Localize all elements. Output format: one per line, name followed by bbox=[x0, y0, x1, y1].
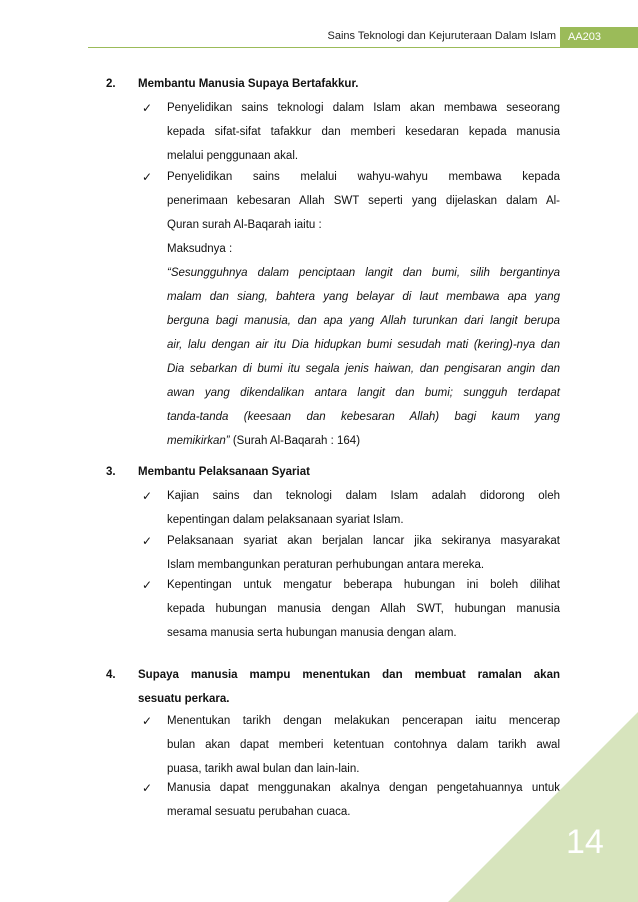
text-line: Kepentingan untuk mengatur beberapa hubungan ini boleh dilihat bbox=[167, 579, 560, 591]
quote-line: malam dan siang, bahtera yang belayar di laut membawa apa yang bbox=[167, 291, 560, 303]
page-number: 14 bbox=[566, 823, 604, 861]
section-title-line: sesuatu perkara. bbox=[138, 693, 230, 705]
section-title-line: Supaya manusia mampu menentukan dan membuat ramalan akan bbox=[138, 669, 560, 681]
check-icon: ✓ bbox=[142, 489, 153, 503]
quote-line: Dia sebarkan di bumi itu segala jenis haiwan, dan pengisaran angin dan bbox=[167, 363, 560, 375]
quote-line: “Sesungguhnya dalam penciptaan langit dan bumi, silih bergantinya bbox=[167, 267, 560, 279]
text-line: Islam membangunkan peraturan perhubungan antara mereka. bbox=[167, 559, 485, 571]
text-line: kepentingan dalam pelaksanaan syariat Islam. bbox=[167, 514, 404, 526]
text-line: puasa, tarikh awal bulan dan lain-lain. bbox=[167, 763, 360, 775]
text-line: Penyelidikan sains teknologi dalam Islam akan membawa seseorang bbox=[167, 102, 560, 114]
section-number: 4. bbox=[106, 669, 116, 681]
check-icon: ✓ bbox=[142, 534, 153, 548]
section-title: Membantu Manusia Supaya Bertafakkur. bbox=[138, 78, 359, 90]
header-title: Sains Teknologi dan Kejuruteraan Dalam Islam bbox=[327, 30, 556, 42]
bullet-paragraph bbox=[167, 573, 560, 645]
section-title bbox=[138, 663, 560, 711]
bullet-paragraph bbox=[167, 96, 560, 168]
maksud-label: Maksudnya : bbox=[167, 243, 233, 255]
quote-last-line bbox=[167, 429, 560, 453]
check-icon: ✓ bbox=[142, 578, 153, 592]
course-code-badge: AA203 bbox=[560, 27, 638, 47]
corner-decoration bbox=[448, 712, 638, 902]
section-title: Membantu Pelaksanaan Syariat bbox=[138, 466, 310, 478]
text-line: melalui penggunaan akal. bbox=[167, 150, 299, 162]
check-icon: ✓ bbox=[142, 101, 153, 115]
text-line: bulan akan dapat memberi ketentuan contohnya dalam tarikh awal bbox=[167, 739, 560, 751]
bullet-paragraph bbox=[167, 484, 560, 532]
section-number: 2. bbox=[106, 78, 116, 90]
text-line: Manusia dapat menggunakan akalnya dengan pengetahuannya untuk bbox=[167, 782, 560, 794]
section-number: 3. bbox=[106, 466, 116, 478]
check-icon: ✓ bbox=[142, 781, 153, 795]
quote-line: air, lalu dengan air itu Dia hidupkan bumi sesudah mati (kering)-nya dan bbox=[167, 339, 560, 351]
bullet-paragraph bbox=[167, 529, 560, 577]
check-icon: ✓ bbox=[142, 170, 153, 184]
bullet-paragraph bbox=[167, 165, 560, 453]
text-line: Menentukan tarikh dengan melakukan pencerapan iaitu mencerap bbox=[167, 715, 560, 727]
text-line: meramal sesuatu perubahan cuaca. bbox=[167, 806, 351, 818]
quote-end: memikirkan” bbox=[167, 435, 230, 447]
check-icon: ✓ bbox=[142, 714, 153, 728]
text-line: Penyelidikan sains melalui wahyu-wahyu membawa kepada bbox=[167, 171, 560, 183]
text-line: kepada hubungan manusia dengan Allah SWT, hubungan manusia bbox=[167, 603, 560, 615]
text-line: penerimaan kebesaran Allah SWT seperti yang dijelaskan dalam Al- bbox=[167, 195, 560, 207]
text-line: Pelaksanaan syariat akan berjalan lancar jika sekiranya masyarakat bbox=[167, 535, 560, 547]
quote-citation: (Surah Al-Baqarah : 164) bbox=[229, 435, 361, 447]
text-line: kepada sifat-sifat tafakkur dan memberi kesedaran kepada manusia bbox=[167, 126, 560, 138]
quote-line: tanda-tanda (keesaan dan kebesaran Allah) bagi kaum yang bbox=[167, 411, 560, 423]
text-line: Quran surah Al-Baqarah iaitu : bbox=[167, 219, 322, 231]
text-line: sesama manusia serta hubungan manusia dengan alam. bbox=[167, 627, 457, 639]
text-line: Kajian sains dan teknologi dalam Islam adalah didorong oleh bbox=[167, 490, 560, 502]
quote-line: awan yang dikendalikan antara langit dan bumi; sungguh terdapat bbox=[167, 387, 560, 399]
quote-line: berguna bagi manusia, dan apa yang Allah turunkan dari langit berupa bbox=[167, 315, 560, 327]
